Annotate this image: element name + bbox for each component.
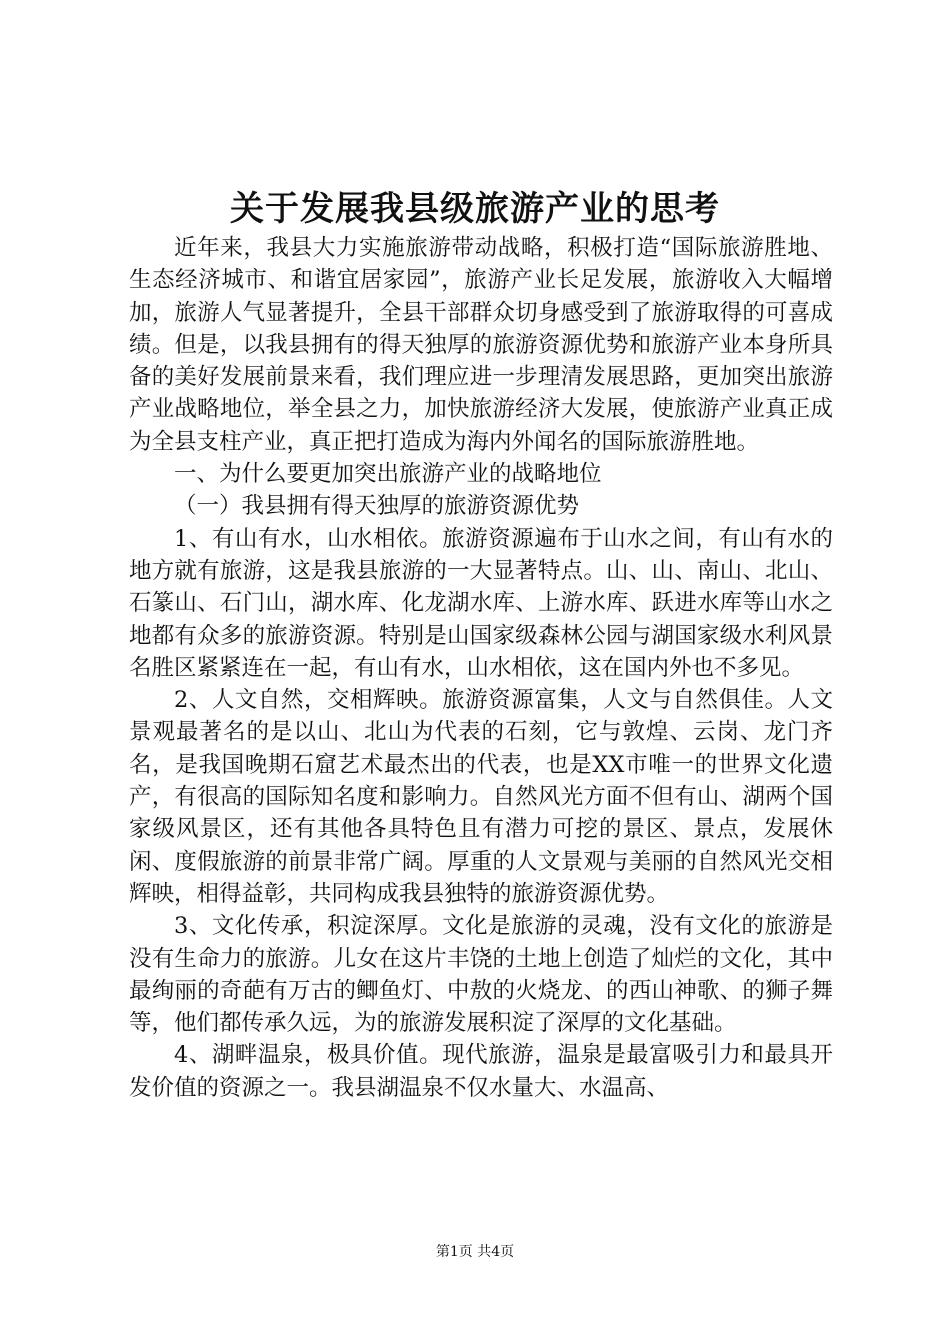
subsection-heading: （一）我县拥有得天独厚的旅游资源优势: [174, 493, 580, 520]
page-footer: 第1页 共4页: [435, 1244, 515, 1260]
document-title: 关于发展我县级旅游产业的思考: [230, 189, 720, 229]
paragraph-intro: 近年来，我县大力实施旅游带动战略，积极打造“国际旅游胜地、生态经济城市、和谐宜居家园”，旅游产业长足发展，旅游收入大幅增加，旅游人气显著提升，全县干部群众切身感受到了旅游取得的可喜成绩。但是，以我县拥有的得天独厚的旅游资源优势和旅游产业本身所具备的美好发展前景来看，我们理应进一步理清发展思路，更加突出旅游产业战略地位，举全县之力，加快旅游经济大发展，使旅游产业真正成为全县支柱产业，真正把打造成为海内外闻名的国际旅游胜地。: [129, 235, 833, 455]
paragraph-item-4: 4、湖畔温泉，极具价值。现代旅游，温泉是最富吸引力和最具开发价值的资源之一。我县湖温泉不仅水量大、水温高、: [129, 1042, 833, 1101]
paragraph-item-1: 1、有山有水，山水相依。旅游资源遍布于山水之间，有山有水的地方就有旅游，这是我县旅游的一大显著特点。山、山、南山、北山、石篆山、石门山，湖水库、化龙湖水库、上游水库、跃进水库等山水之地都有众多的旅游资源。特别是山国家级森林公园与湖国家级水利风景名胜区紧紧连在一起，有山有水，山水相依，这在国内外也不多见。: [129, 525, 833, 681]
paragraph-item-2: 2、人文自然，交相辉映。旅游资源富集，人文与自然俱佳。人文景观最著名的是以山、北山为代表的石刻，它与敦煌、云岗、龙门齐名，是我国晚期石窟艺术最杰出的代表，也是XX市唯一的世界文化遗产，有很高的国际知名度和影响力。自然风光方面不但有山、湖两个国家级风景区，还有其他各具特色且有潜力可挖的景区、景点，发展休闲、度假旅游的前景非常广阔。厚重的人文景观与美丽的自然风光交相辉映，相得益彰，共同构成我县独特的旅游资源优势。: [129, 687, 833, 907]
section-heading: 一、为什么要更加突出旅游产业的战略地位: [174, 461, 602, 488]
paragraph-item-3: 3、文化传承，积淀深厚。文化是旅游的灵魂，没有文化的旅游是没有生命力的旅游。儿女在这片丰饶的土地上创造了灿烂的文化，其中最绚丽的奇葩有万古的鲫鱼灯、中敖的火烧龙、的西山神歌、的狮子舞等，他们都传承久远，为的旅游发展积淀了深厚的文化基础。: [129, 913, 833, 1037]
document-body: [129, 232, 833, 1104]
